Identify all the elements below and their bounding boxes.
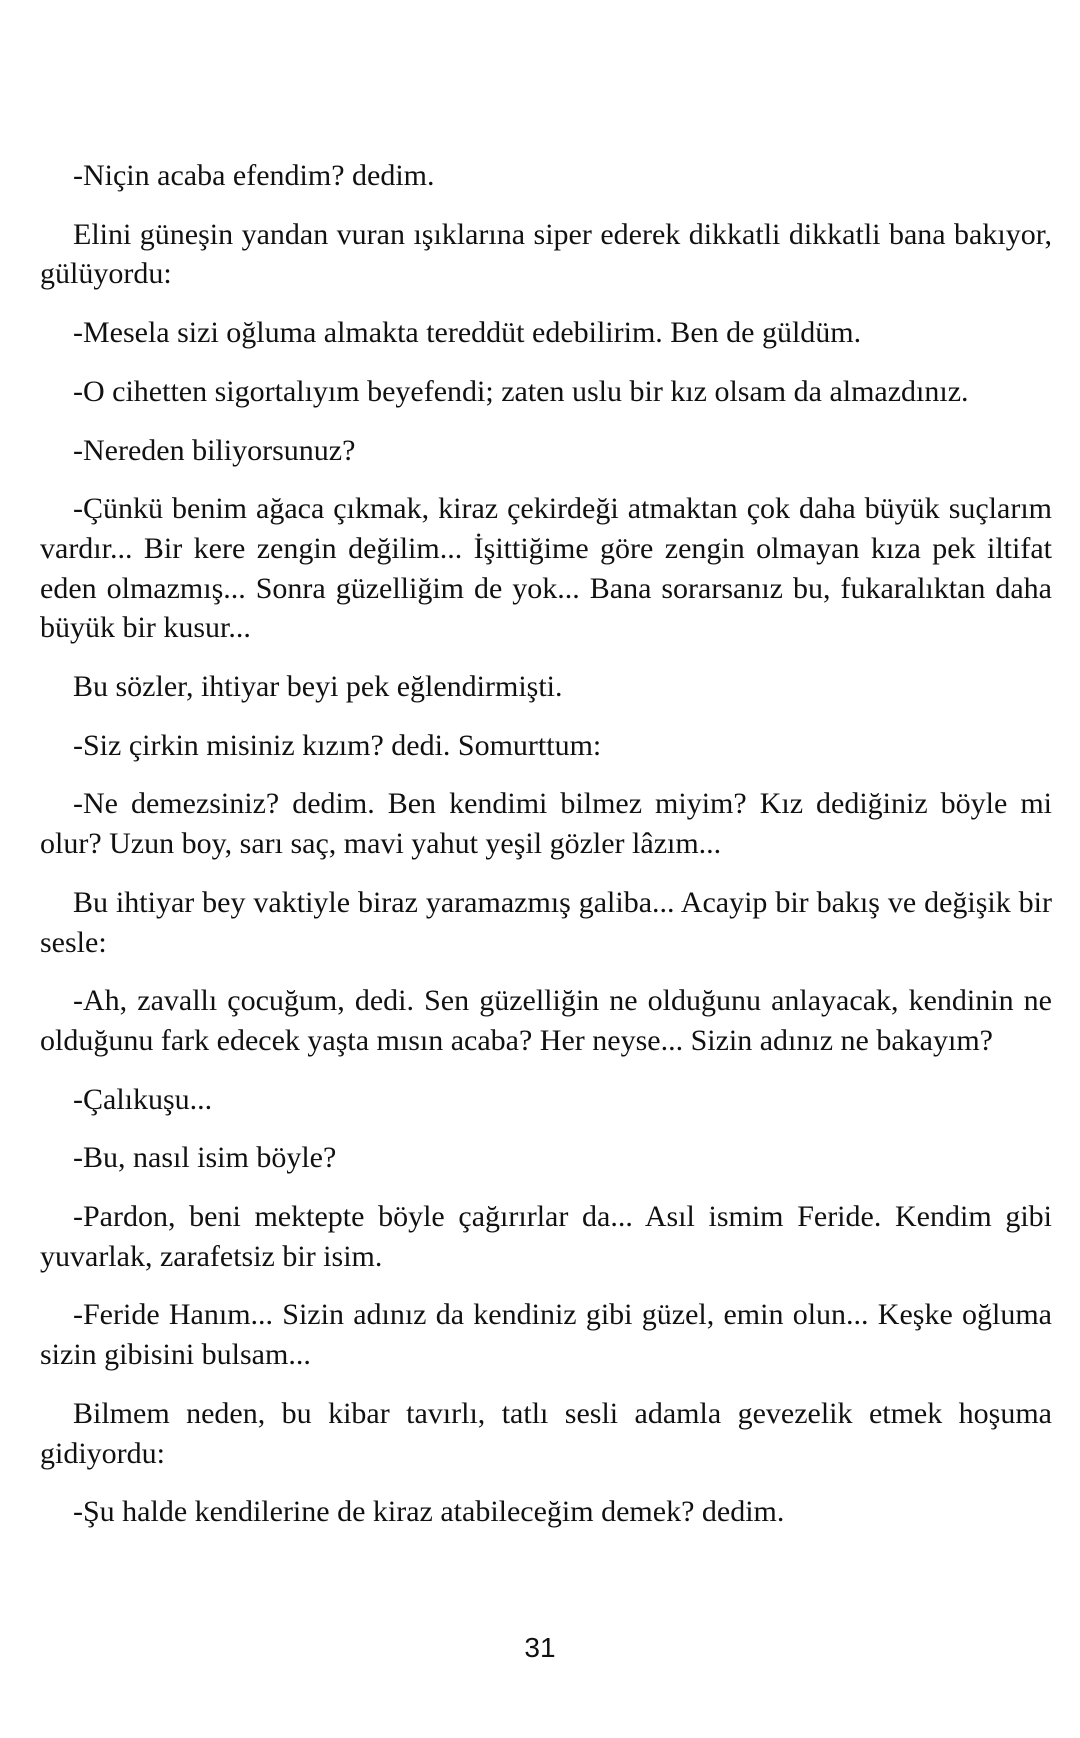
page-number: 31 — [524, 1632, 556, 1663]
page-body — [40, 156, 1052, 1551]
paragraph: -Bu, nasıl isim böyle? — [73, 1141, 337, 1175]
paragraph: -Şu halde kendilerine de kiraz atabileceğim demek? dedim. — [73, 1495, 785, 1529]
paragraph: -Nereden biliyorsunuz? — [73, 433, 356, 467]
paragraph: -Mesela sizi oğluma almakta tereddüt edebilirim. Ben de güldüm. — [73, 316, 862, 350]
paragraph: -Siz çirkin misiniz kızım? dedi. Somurttum: — [73, 728, 602, 762]
paragraph: -Pardon, beni mektepte böyle çağırırlar da... Asıl ismim Feride. Kendim gibi yuvarlak, zarafetsiz bir isim. — [40, 1200, 1052, 1273]
paragraph: -Niçin acaba efendim? dedim. — [73, 159, 435, 192]
paragraph: Bilmem neden, bu kibar tavırlı, tatlı sesli adamla gevezelik etmek hoşuma gidiyordu: — [40, 1396, 1052, 1470]
paragraph: Elini güneşin yandan vuran ışıklarına siper ederek dikkatli dikkatli bana bakıyor, gülüyordu: — [40, 217, 1052, 291]
paragraph: -Ah, zavallı çocuğum, dedi. Sen güzelliğin ne olduğunu anlayacak, kendinin ne olduğunu fark edecek yaşta mısın acaba? Her neyse... Sizin adınız ne bakayım? — [40, 984, 1052, 1057]
paragraph: Bu ihtiyar bey vaktiyle biraz yaramazmış galiba... Acayip bir bakış ve değişik bir sesle: — [40, 885, 1052, 959]
paragraph: -O cihetten sigortalıyım beyefendi; zaten uslu bir kız olsam da almazdınız. — [73, 374, 969, 408]
paragraph: -Çünkü benim ağaca çıkmak, kiraz çekirdeği atmaktan çok daha büyük suçlarım vardır... Bir kere zengin değilim... İşittiğime göre zengin olmayan kıza pek iltifat eden olmazmış... Sonra güzelliğim de yok... Bana sorarsanız bu, fukaralıktan daha büyük bir kusur... — [40, 492, 1052, 645]
paragraph: -Feride Hanım... Sizin adınız da kendiniz gibi güzel, emin olun... Keşke oğluma sizin gibisini bulsam... — [40, 1298, 1052, 1372]
paragraph: Bu sözler, ihtiyar beyi pek eğlendirmişti. — [73, 670, 563, 704]
paragraph: -Ne demezsiniz? dedim. Ben kendimi bilmez miyim? Kız dediğiniz böyle mi olur? Uzun boy, sarı saç, mavi yahut yeşil gözler lâzım... — [40, 787, 1052, 861]
paragraph: -Çalıkuşu... — [73, 1082, 213, 1116]
